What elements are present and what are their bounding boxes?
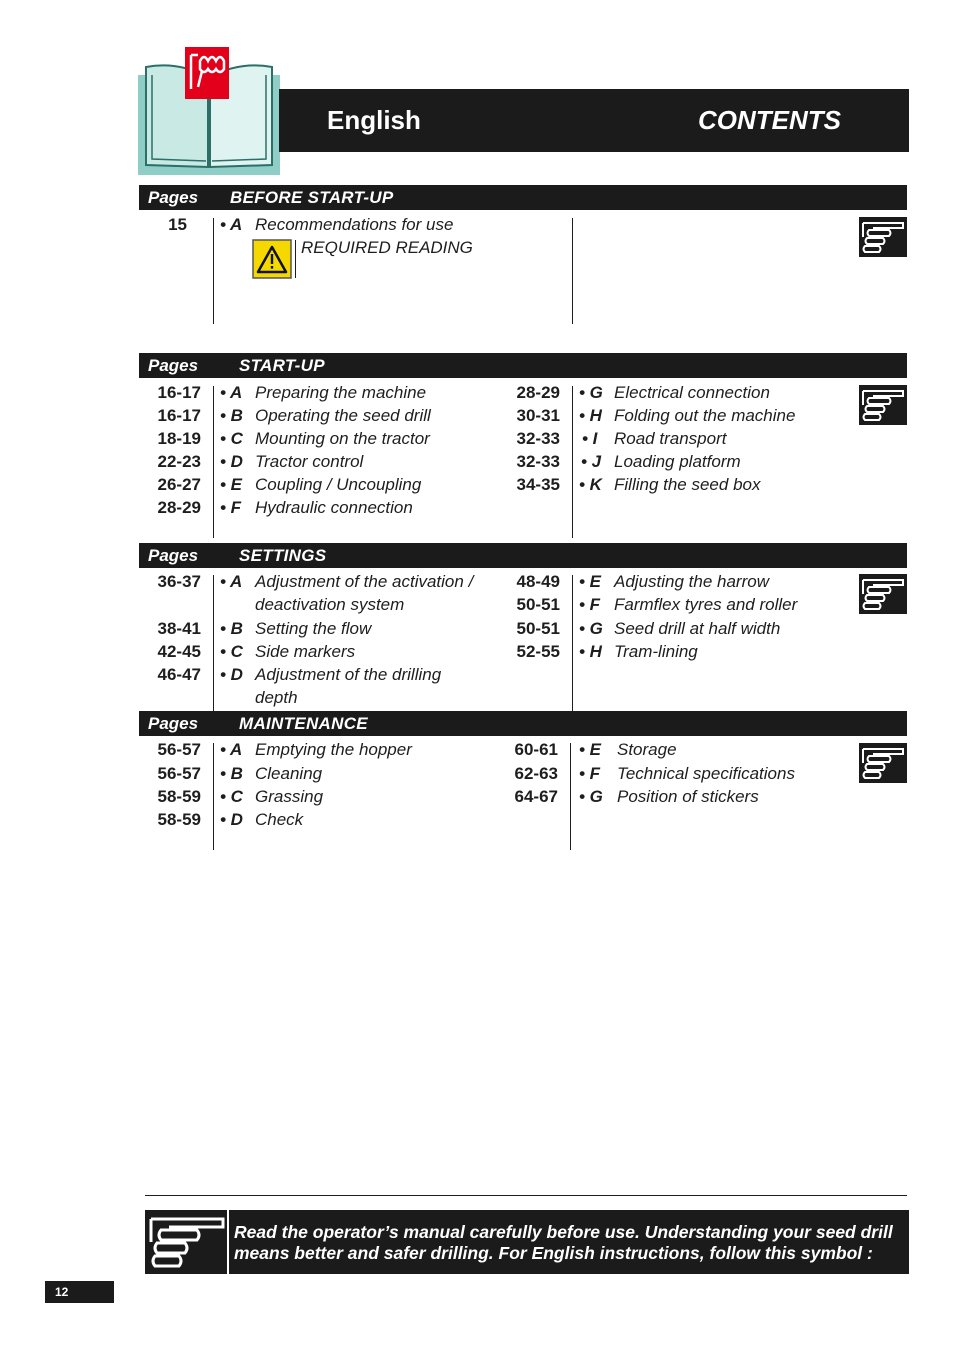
entry-pages: 18-19 <box>157 429 201 448</box>
entry-bullet: • C <box>220 429 243 448</box>
pointing-hand-icon <box>859 385 907 425</box>
entry-label-continued: depth <box>255 688 298 707</box>
entry-label: Tractor control <box>255 452 364 471</box>
divider <box>570 743 571 850</box>
divider <box>213 743 214 850</box>
section-title: START-UP <box>239 356 325 375</box>
entry-pages: 32-33 <box>516 452 560 471</box>
page-number: 12 <box>45 1281 114 1303</box>
entry-pages: 60-61 <box>514 740 558 759</box>
entry-bullet: • H <box>579 406 602 425</box>
entry-pages: 36-37 <box>157 572 201 591</box>
open-book-icon <box>138 47 280 175</box>
warning-triangle-icon <box>252 239 292 279</box>
divider <box>213 575 214 711</box>
footer-line-2: means better and safer drilling. For English instructions, follow this symbol : <box>234 1243 873 1263</box>
entry-label: Road transport <box>614 429 727 448</box>
required-reading-label: REQUIRED READING <box>301 238 473 257</box>
section-title: MAINTENANCE <box>239 714 368 733</box>
entry-label: Setting the flow <box>255 619 372 638</box>
entry-bullet: • J <box>581 452 602 471</box>
footer-line-1: Read the operator’s manual carefully before use. Understanding your seed drill <box>234 1222 893 1242</box>
entry-bullet: • H <box>579 642 602 661</box>
entry-pages: 16-17 <box>157 406 201 425</box>
entry-label: Farmflex tyres and roller <box>614 595 798 614</box>
entry-pages: 28-29 <box>157 498 201 517</box>
entry-bullet: • E <box>579 740 602 759</box>
footer-notice <box>145 1210 909 1274</box>
pointing-hand-icon <box>859 217 907 257</box>
entry-bullet: • D <box>220 452 243 471</box>
entry-label-continued: deactivation system <box>255 595 405 614</box>
entry-pages: 32-33 <box>516 429 560 448</box>
entry-bullet: • E <box>579 572 602 591</box>
section-title: SETTINGS <box>239 546 327 565</box>
entry-label: Grassing <box>255 787 324 806</box>
entry-label: Filling the seed box <box>614 475 761 494</box>
entry-pages: 16-17 <box>157 383 201 402</box>
divider <box>572 218 573 324</box>
entry-label: Recommendations for use <box>255 215 454 234</box>
entry-label: Technical specifications <box>617 764 795 783</box>
entry-pages: 46-47 <box>157 665 201 684</box>
entry-pages: 62-63 <box>514 764 558 783</box>
entry-label: Storage <box>617 740 677 759</box>
entry-pages: 48-49 <box>516 572 560 591</box>
pointing-hand-icon <box>859 574 907 614</box>
entry-bullet: • E <box>220 475 243 494</box>
entry-pages: 56-57 <box>157 740 201 759</box>
entry-pages: 15 <box>168 215 187 234</box>
section-title: BEFORE START-UP <box>230 188 394 207</box>
entry-bullet: • B <box>220 764 243 783</box>
entry-bullet: • A <box>220 572 243 591</box>
entry-label: Folding out the machine <box>614 406 796 425</box>
page-title: CONTENTS <box>698 105 841 135</box>
entry-pages: 42-45 <box>157 642 201 661</box>
divider <box>295 240 296 278</box>
entry-label: Adjustment of the drilling <box>255 665 442 684</box>
entry-label: Emptying the hopper <box>255 740 412 759</box>
entry-pages: 58-59 <box>157 787 201 806</box>
entry-bullet: • F <box>579 595 601 614</box>
section-bar-start-up <box>139 353 907 378</box>
entry-label: Check <box>255 810 304 829</box>
entry-label: Electrical connection <box>614 383 770 402</box>
entry-pages: 56-57 <box>157 764 201 783</box>
entry-bullet: • G <box>579 787 603 806</box>
entry-label: Tram-lining <box>614 642 698 661</box>
entry-label: Hydraulic connection <box>255 498 413 517</box>
entry-bullet: • B <box>220 619 243 638</box>
pointing-hand-icon <box>859 743 907 783</box>
pages-label: Pages <box>148 356 199 375</box>
entry-bullet: • F <box>220 498 242 517</box>
entry-bullet: • A <box>220 740 243 759</box>
entry-label: Operating the seed drill <box>255 406 431 425</box>
entry-label: Side markers <box>255 642 356 661</box>
entry-pages: 50-51 <box>516 619 560 638</box>
divider <box>572 386 573 538</box>
entry-bullet: • C <box>220 787 243 806</box>
footer-bar <box>229 1210 909 1274</box>
divider <box>572 575 573 711</box>
entry-bullet: • C <box>220 642 243 661</box>
entry-label: Cleaning <box>255 764 323 783</box>
title-bar <box>279 89 909 152</box>
entry-pages: 38-41 <box>157 619 201 638</box>
entry-label: Coupling / Uncoupling <box>255 475 422 494</box>
entry-pages: 30-31 <box>516 406 560 425</box>
entry-bullet: • D <box>220 810 243 829</box>
entry-bullet: • D <box>220 665 243 684</box>
footer-text <box>234 1222 893 1264</box>
entry-bullet: • F <box>579 764 601 783</box>
divider <box>213 218 214 324</box>
entry-label: Loading platform <box>614 452 741 471</box>
pointing-hand-icon <box>145 1210 227 1274</box>
entry-bullet: • A <box>220 383 243 402</box>
entry-pages: 64-67 <box>514 787 558 806</box>
entry-label: Preparing the machine <box>255 383 427 402</box>
section-bar-settings <box>139 543 907 568</box>
entry-pages: 22-23 <box>157 452 201 471</box>
entry-label: Mounting on the tractor <box>255 429 430 448</box>
entry-bullet: • G <box>579 619 603 638</box>
entry-bullet: • I <box>582 429 598 448</box>
pages-label: Pages <box>148 188 199 207</box>
entry-label: Position of stickers <box>617 787 759 806</box>
divider <box>213 386 214 538</box>
entry-bullet: • G <box>579 383 603 402</box>
entry-pages: 26-27 <box>157 475 201 494</box>
section-bar-before-start-up <box>139 185 907 210</box>
footer-rule <box>145 1195 907 1196</box>
entry-label: Adjustment of the activation / <box>255 572 474 591</box>
entry-label: Seed drill at half width <box>614 619 781 638</box>
entry-pages: 58-59 <box>157 810 201 829</box>
pages-label: Pages <box>148 714 199 733</box>
section-bar-maintenance <box>139 711 907 736</box>
entry-label: Adjusting the harrow <box>614 572 769 591</box>
entry-pages: 52-55 <box>516 642 560 661</box>
entry-bullet: • B <box>220 406 243 425</box>
entry-pages: 34-35 <box>516 475 560 494</box>
entry-bullet: • K <box>579 475 602 494</box>
entry-bullet: • A <box>220 215 243 234</box>
entry-pages: 50-51 <box>516 595 560 614</box>
language-title: English <box>327 105 421 135</box>
entry-pages: 28-29 <box>516 383 560 402</box>
pages-label: Pages <box>148 546 199 565</box>
